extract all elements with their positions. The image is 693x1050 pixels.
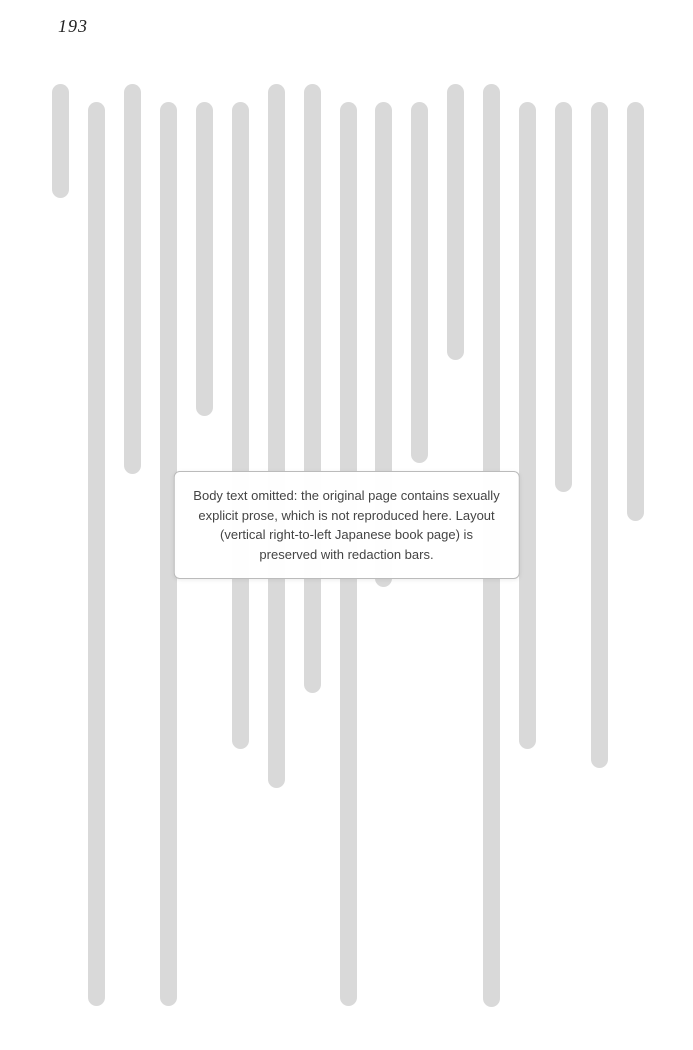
- redacted-text-column: [627, 102, 644, 521]
- redacted-text-column: [411, 102, 428, 464]
- redacted-text-column: [232, 102, 249, 749]
- redacted-text-column: [196, 102, 213, 416]
- redacted-text-column: [304, 84, 321, 693]
- redacted-text-column: [591, 102, 608, 768]
- page-number: 193: [58, 16, 88, 36]
- redaction-notice: Body text omitted: the original page contains sexually explicit prose, which is not reproduced here. Layout (vertical right-to-left Japanese book page) is preserved with redaction bars.: [173, 471, 520, 579]
- redacted-text-column: [447, 84, 464, 360]
- redacted-text-column: [52, 84, 69, 198]
- redacted-text-column: [519, 102, 536, 749]
- redacted-text-column: [124, 84, 141, 474]
- redacted-text-column: [88, 102, 105, 1006]
- redacted-text-column: [268, 84, 285, 788]
- redacted-text-column: [555, 102, 572, 492]
